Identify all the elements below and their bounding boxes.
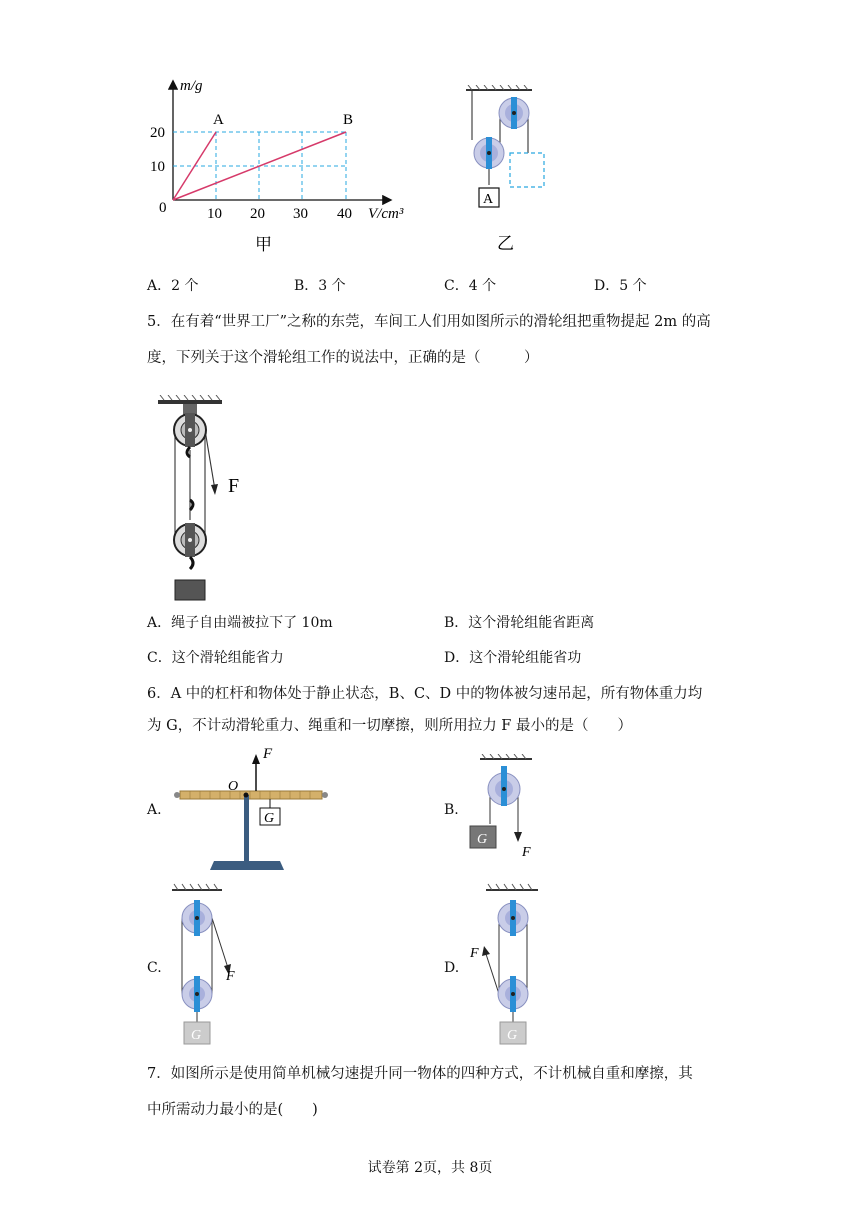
q6-stem-line2: 为 G，不计动滑轮重力、绳重和一切摩擦，则所用拉力 F 最小的是（ ） <box>147 718 632 734</box>
y-tick-10: 10 <box>150 159 165 175</box>
x-tick-20: 20 <box>250 206 265 222</box>
q6-label-a: A. <box>147 802 162 818</box>
svg-text:G: G <box>191 1028 202 1043</box>
q5-option-d: D．这个滑轮组能省功 <box>444 650 582 666</box>
svg-text:A: A <box>483 192 494 207</box>
q5-pulley-block-figure <box>150 395 260 605</box>
svg-text:F: F <box>522 845 531 860</box>
point-A-label: A <box>213 112 224 128</box>
q5-stem-line1: 5．在有着“世界工厂”之称的东莞，车间工人们用如图所示的滑轮组把重物提起 2m 的高 <box>147 314 711 330</box>
pulley-figure-yi <box>462 85 552 255</box>
q6-label-d: D. <box>444 960 460 976</box>
weight-block <box>175 580 205 600</box>
svg-text:F: F <box>226 969 235 984</box>
q5-option-c: C．这个滑轮组能省力 <box>147 650 284 666</box>
x-tick-40: 40 <box>337 206 352 222</box>
point-B-label: B <box>343 112 354 128</box>
q4-option-c: C．4 个 <box>444 278 497 294</box>
origin-label: 0 <box>159 200 167 216</box>
q5-option-b: B．这个滑轮组能省距离 <box>444 615 595 631</box>
q6-pulley-system-d <box>466 882 546 1047</box>
q7-stem-line2: 中所需动力最小的是( ) <box>147 1102 318 1118</box>
x-tick-10: 10 <box>207 206 222 222</box>
caption-jia: 甲 <box>255 235 272 254</box>
dashed-box <box>510 153 544 187</box>
svg-text:O: O <box>228 779 239 794</box>
q5-option-a: A．绳子自由端被拉下了 10m <box>147 615 333 631</box>
q4-option-b: B．3 个 <box>294 278 346 294</box>
q6-stem-line1: 6．A 中的杠杆和物体处于静止状态，B、C、D 中的物体被匀速吊起，所有物体重力均 <box>147 686 703 702</box>
q5-stem-line2: 度，下列关于这个滑轮组工作的说法中，正确的是（ ） <box>147 350 539 366</box>
force-label-F: F <box>228 475 240 497</box>
y-axis-label: m/g <box>180 78 203 94</box>
svg-text:G: G <box>477 832 488 847</box>
y-tick-20: 20 <box>150 125 165 141</box>
q4-option-a: A．2 个 <box>147 278 199 294</box>
q6-pulley-system-c <box>170 882 250 1047</box>
q6-label-c: C. <box>147 960 162 976</box>
x-tick-30: 30 <box>293 206 308 222</box>
q6-fixed-pulley-figure <box>466 754 546 864</box>
svg-text:F: F <box>263 746 273 762</box>
q6-lever-figure <box>170 742 330 874</box>
q7-stem-line1: 7．如图所示是使用简单机械匀速提升同一物体的四种方式，不计机械自重和摩擦，其 <box>147 1066 693 1082</box>
caption-yi: 乙 <box>497 234 514 253</box>
q4-option-d: D．5 个 <box>594 278 647 294</box>
x-axis-label: V/cm³ <box>368 206 404 222</box>
mass-volume-graph <box>150 70 440 255</box>
svg-text:G: G <box>264 811 275 826</box>
page-footer: 试卷第 2页，共 8页 <box>367 1160 493 1176</box>
svg-text:G: G <box>507 1028 518 1043</box>
q6-label-b: B. <box>444 802 459 818</box>
svg-text:F: F <box>470 946 479 961</box>
